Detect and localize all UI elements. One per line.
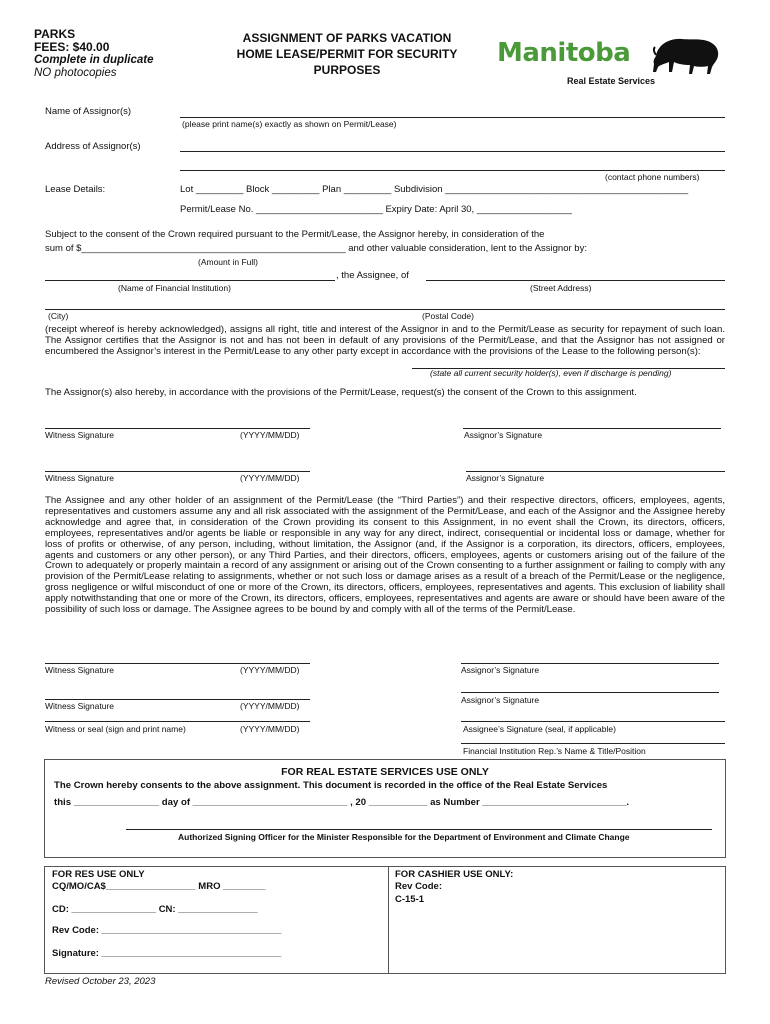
cq-mro-field[interactable]: CQ/MO/CA$_________________ MRO ________ <box>52 881 266 892</box>
assignor-sig-line-4[interactable] <box>461 692 719 693</box>
consent-amount-field[interactable]: sum of $__________________________________________________ and other valuable consideration, lent to the Assignor by: <box>45 243 587 254</box>
holders-hint: (state all current security holder(s), even if discharge is pending) <box>430 368 672 378</box>
witness-sig-line-1[interactable] <box>45 428 310 429</box>
receipt-paragraph: (receipt whereof is hereby acknowledged), assigns all right, title and interest of the Assignor in and to the Permit/Lease as security for repayment of such loan. The Assignor certifies that the Assignor is not and has not been in default of any provisions of the Permit/Lease, and that the Assignor has not assigned or encumbered the Assignor’s interest in the Permit/Lease to any other party except in accordance with the provisions of the Lease to the following person(s): <box>45 324 725 357</box>
assignor-sig-line-3[interactable] <box>461 663 719 664</box>
witness-seal-line[interactable] <box>45 721 310 722</box>
city-hint: (City) <box>48 311 69 321</box>
lease-details-label: Lease Details: <box>45 184 106 195</box>
assignor-address-field[interactable] <box>180 151 725 152</box>
res-consent-text: The Crown hereby consents to the above assignment. This document is recorded in the office of the Real Estate Services <box>54 780 608 791</box>
city-postal-field[interactable] <box>45 309 725 310</box>
res-box-title: FOR REAL ESTATE SERVICES USE ONLY <box>281 766 489 778</box>
fin-rep-label: Financial Institution Rep.’s Name & Title/Position <box>463 746 646 756</box>
signature-field[interactable]: Signature: __________________________________ <box>52 948 282 959</box>
parks-label: PARKS <box>34 27 76 41</box>
assignee-sig-line[interactable] <box>461 721 725 722</box>
witness-sig-line-2[interactable] <box>45 471 310 472</box>
fin-rep-line[interactable] <box>461 743 725 744</box>
institution-hint: (Name of Financial Institution) <box>118 283 231 293</box>
witness-sig-label-2: Witness Signature <box>45 473 114 483</box>
consent-line-1: Subject to the consent of the Crown required pursuant to the Permit/Lease, the Assignor hereby, in consideration of the <box>45 229 545 240</box>
assignor-sig-label-3: Assignor’s Signature <box>461 665 540 675</box>
liability-paragraph: The Assignee and any other holder of an assignment of the Permit/Lease (the “Third Parties”) and their respective directors, officers, employees, agents, representatives and customers assume any and all risk associated with the assignment of the Permit/Lease, and each of the Assignor and the Assignee hereby acknowledge and agree that, in consideration of the Crown providing its consent to this Assignment, in no event shall the Crown, its directors, officers, employees, representatives and/or agents be liable or responsible in any way for any direct, indirect, consequential or incidental loss or damage, whether for loss of profits or otherwise, of any person, including, without limitation, the Assignor (and, if the Assignor is a corporation, its directors, officers, employees, agents and customers or any other person), or any Third Parties, and their directors, officers, employees, agents or customers arising out of the failure of the Crown to adequately or properly maintain a record of any assignment or arising out of the Crown consenting to a further assignment or failing to comply with any provision of the Permit/Lease relating to assignments, whether or not such loss or damage arises as a result of a breach of the Permit/Lease or the negligence, gross negligence or wilful misconduct of one or more of the Crown, its directors, officers, employees, representatives and agents. This exclusion of liability shall apply notwithstanding that one or more of the Crown, its directors, officers, employees, representatives and agents are aware or should have been aware of the possibility of such loss or damage. The Assignee agrees to be bound by and comply with all of the terms of the Permit/Lease. <box>45 495 725 616</box>
request-paragraph: The Assignor(s) also hereby, in accordance with the provisions of the Permit/Lease, request(s) the consent of the Crown to this assignment. <box>45 387 637 398</box>
assignor-sig-label-1: Assignor’s Signature <box>464 430 543 440</box>
cashier-rev-label: Rev Code: <box>395 881 442 892</box>
assignee-sig-label: Assignee’s Signature (seal, if applicable) <box>463 724 616 734</box>
form-title: ASSIGNMENT OF PARKS VACATION HOME LEASE/PERMIT FOR SECURITY PURPOSES <box>236 31 458 77</box>
photocopy-note: NO photocopies <box>34 67 117 79</box>
phone-hint: (contact phone numbers) <box>605 172 700 182</box>
authorized-officer-line[interactable] <box>126 829 712 830</box>
assignor-phone-field[interactable] <box>180 170 725 171</box>
witness-seal-label: Witness or seal (sign and print name) <box>45 724 186 734</box>
fees-label: FEES: $40.00 <box>34 40 110 54</box>
cashier-use-title: FOR CASHIER USE ONLY: <box>395 869 514 880</box>
date-label-4: (YYYY/MM/DD) <box>240 701 300 711</box>
date-label-1: (YYYY/MM/DD) <box>240 430 300 440</box>
res-use-title: FOR RES USE ONLY <box>52 869 145 880</box>
witness-sig-line-4[interactable] <box>45 699 310 700</box>
institution-name-field[interactable] <box>45 280 335 281</box>
office-box-divider <box>388 866 389 974</box>
revision-date: Revised October 23, 2023 <box>45 976 156 987</box>
permit-expiry-field[interactable]: Permit/Lease No. ________________________ Expiry Date: April 30, __________________ <box>180 204 572 215</box>
witness-sig-label-4: Witness Signature <box>45 701 114 711</box>
date-label-2: (YYYY/MM/DD) <box>240 473 300 483</box>
assignor-sig-line-2[interactable] <box>466 471 725 472</box>
assignor-address-label: Address of Assignor(s) <box>45 141 141 152</box>
lot-block-plan-field[interactable]: Lot _________ Block _________ Plan _________ Subdivision ______________________________________________ <box>180 184 689 195</box>
authorized-officer-label: Authorized Signing Officer for the Minister Responsible for the Department of Environment and Climate Change <box>178 832 630 842</box>
cd-cn-field[interactable]: CD: ________________ CN: _______________ <box>52 904 258 915</box>
assignor-name-field[interactable] <box>180 117 725 118</box>
amount-hint: (Amount in Full) <box>198 257 258 267</box>
manitoba-logo: Manitoba Real Estate Services <box>497 32 745 88</box>
assignor-sig-line-1[interactable] <box>463 428 721 429</box>
rev-code-field[interactable]: Rev Code: __________________________________ <box>52 925 282 936</box>
cashier-rev-code: C-15-1 <box>395 894 425 905</box>
assignor-name-label: Name of Assignor(s) <box>45 106 132 117</box>
street-hint: (Street Address) <box>530 283 592 293</box>
res-record-fields[interactable]: this ________________ day of _____________________________ , 20 ___________ as Number ___________________________. <box>54 797 630 808</box>
duplicate-note: Complete in duplicate <box>34 54 154 66</box>
witness-sig-label-3: Witness Signature <box>45 665 114 675</box>
assignee-of-label: , the Assignee, of <box>336 270 409 281</box>
assignor-sig-label-2: Assignor’s Signature <box>466 473 545 483</box>
street-address-field[interactable] <box>426 280 725 281</box>
assignor-name-hint: (please print name(s) exactly as shown on Permit/Lease) <box>182 119 397 129</box>
date-label-3: (YYYY/MM/DD) <box>240 665 300 675</box>
witness-sig-line-3[interactable] <box>45 663 310 664</box>
bison-icon <box>652 34 724 76</box>
date-label-5: (YYYY/MM/DD) <box>240 724 300 734</box>
postal-hint: (Postal Code) <box>422 311 474 321</box>
assignor-sig-label-4: Assignor’s Signature <box>461 695 540 705</box>
witness-sig-label-1: Witness Signature <box>45 430 114 440</box>
